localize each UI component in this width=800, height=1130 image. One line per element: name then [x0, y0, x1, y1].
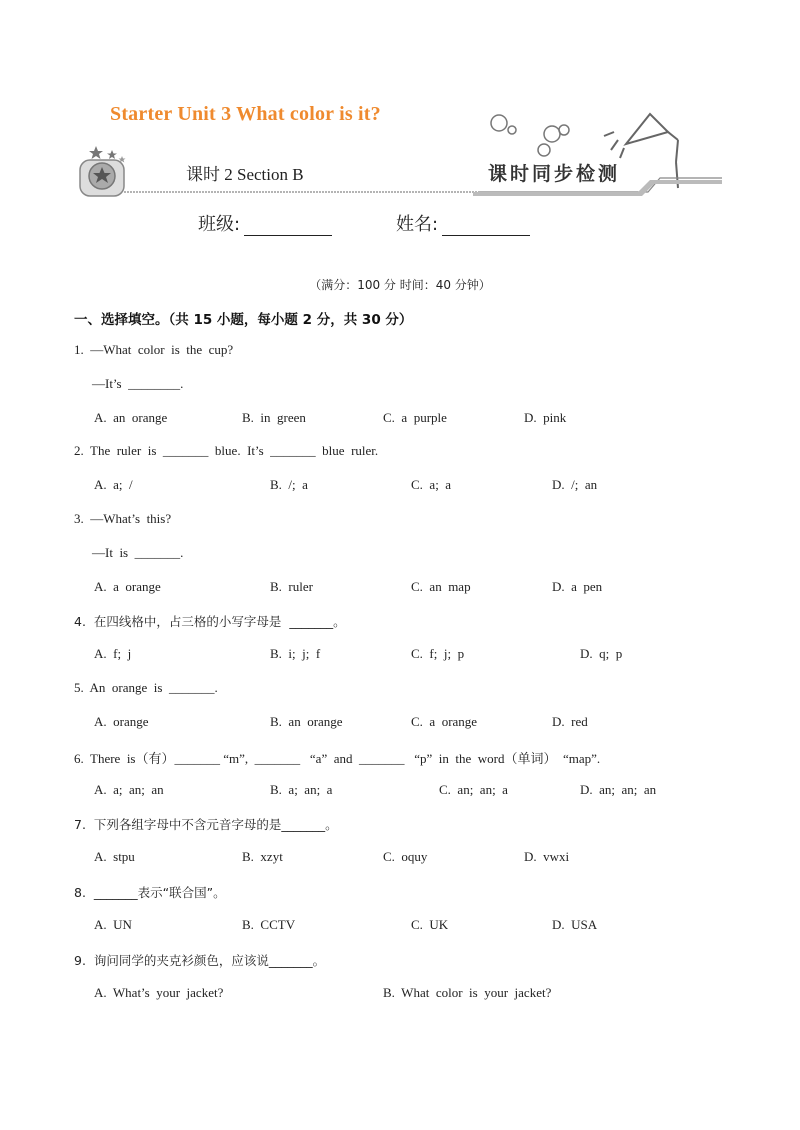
q8-option-c[interactable]: C. UK: [411, 917, 449, 932]
q8-option-d[interactable]: D. USA: [552, 917, 598, 932]
question-1-line2: —It’s ________.: [92, 376, 184, 391]
score-time-line: （满分：100 分 时间：40 分钟）: [309, 278, 491, 292]
name-label: 姓名:: [396, 214, 439, 235]
q9-option-b[interactable]: B. What color is your jacket?: [383, 985, 552, 1000]
q4-option-b[interactable]: B. i; j; f: [270, 646, 321, 661]
q1-option-a[interactable]: A. an orange: [94, 410, 168, 425]
q6-option-b[interactable]: B. a; an; a: [270, 782, 333, 797]
q6-option-c[interactable]: C. an; an; a: [439, 782, 508, 797]
question-3-stem: 3. —What’s this?: [74, 511, 172, 526]
q6-option-d[interactable]: D. an; an; an: [580, 782, 657, 797]
q6-option-a[interactable]: A. a; an; an: [94, 782, 164, 797]
q5-option-a[interactable]: A. orange: [94, 714, 149, 729]
header-banner: [78, 110, 728, 202]
q5-option-b[interactable]: B. an orange: [270, 714, 343, 729]
brand-label: 课时同步检测: [488, 163, 621, 185]
q5-option-c[interactable]: C. a orange: [411, 714, 478, 729]
q2-option-d[interactable]: D. /; an: [552, 477, 598, 492]
section-title: 一、选择填空。（共 15 小题，每小题 2 分，共 30 分）: [74, 312, 413, 328]
q8-option-a[interactable]: A. UN: [94, 917, 132, 932]
question-7-stem: 7. 下列各组字母中不含元音字母的是_______。: [74, 817, 338, 832]
bubbles-icon: [491, 115, 569, 156]
q9-option-a[interactable]: A. What’s your jacket?: [94, 985, 224, 1000]
question-9-stem: 9. 询问同学的夹克衫颜色，应该说_______。: [74, 953, 326, 968]
question-4-stem: 4. 在四线格中，占三格的小写字母是 _______。: [74, 614, 346, 629]
q4-option-d[interactable]: D. q; p: [580, 646, 623, 661]
q2-option-a[interactable]: A. a; /: [94, 477, 133, 492]
q3-option-d[interactable]: D. a pen: [552, 579, 603, 594]
q5-option-d[interactable]: D. red: [552, 714, 588, 729]
star-badge-icon: [80, 146, 126, 196]
question-1-stem: 1. —What color is the cup?: [74, 342, 234, 357]
q7-option-b[interactable]: B. xzyt: [242, 849, 283, 864]
q4-option-a[interactable]: A. f; j: [94, 646, 132, 661]
question-8-stem: 8. _______表示“联合国”。: [74, 885, 226, 900]
name-blank[interactable]: [442, 217, 530, 236]
question-6-stem: 6. There is（有）_______ “m”, _______ “a” and _______ “p” in the word（单词） “map”.: [74, 751, 601, 766]
class-blank[interactable]: [244, 217, 332, 236]
q7-option-c[interactable]: C. oquy: [383, 849, 428, 864]
q4-option-c[interactable]: C. f; j; p: [411, 646, 465, 661]
question-2-stem: 2. The ruler is _______ blue. It’s _______ blue ruler.: [74, 443, 379, 458]
q3-option-a[interactable]: A. a orange: [94, 579, 161, 594]
q3-option-c[interactable]: C. an map: [411, 579, 471, 594]
question-3-line2: —It is _______.: [92, 545, 184, 560]
class-label: 班级:: [198, 214, 241, 235]
lesson-label: 课时 2 Section B: [186, 165, 304, 184]
question-5-stem: 5. An orange is _______.: [74, 680, 218, 695]
q2-option-c[interactable]: C. a; a: [411, 477, 452, 492]
q8-option-b[interactable]: B. CCTV: [242, 917, 296, 932]
q7-option-d[interactable]: D. vwxi: [524, 849, 570, 864]
q7-option-a[interactable]: A. stpu: [94, 849, 135, 864]
q3-option-b[interactable]: B. ruler: [270, 579, 313, 594]
q2-option-b[interactable]: B. /; a: [270, 477, 308, 492]
q1-option-b[interactable]: B. in green: [242, 410, 306, 425]
q1-option-c[interactable]: C. a purple: [383, 410, 447, 425]
name-field: [396, 210, 530, 236]
worksheet-title: Starter Unit 3 What color is it?: [110, 103, 381, 125]
class-field: [198, 210, 332, 236]
q1-option-d[interactable]: D. pink: [524, 410, 567, 425]
